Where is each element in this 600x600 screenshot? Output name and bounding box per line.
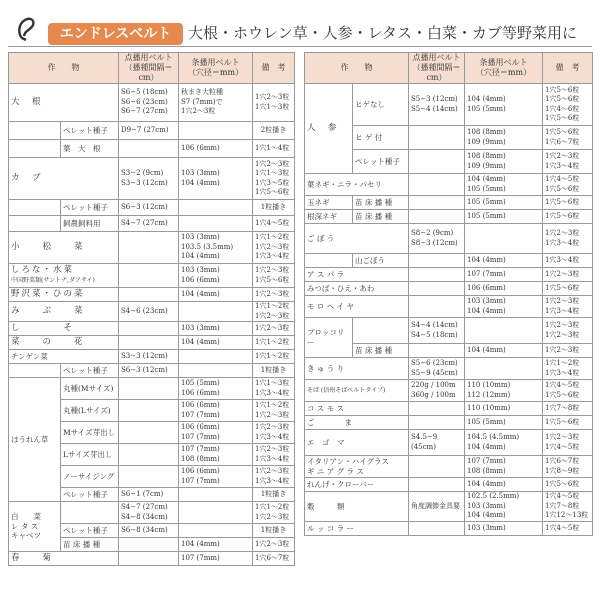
table-row	[9, 378, 295, 400]
table-row	[9, 552, 295, 566]
remarks-value: 1穴4〜5粒 1穴7〜8粒 1穴12〜13粒	[543, 492, 593, 522]
strip-belt-value: 108 (8mm) 109 (9mm)	[465, 126, 543, 150]
crop-subtype: 飼農飼料用	[61, 216, 119, 232]
crop-subtype: 山ごぼう	[353, 254, 409, 268]
point-belt-value: S6−5 (18cm) S6−6 (23cm) S6−7 (27cm)	[119, 84, 179, 122]
strip-belt-value: 105 (5mm) 106 (6mm)	[179, 378, 253, 400]
point-belt-value: 角度調節金具要	[409, 492, 465, 522]
table-row	[9, 140, 295, 158]
table-header-row	[9, 53, 295, 84]
left-crop-table	[8, 52, 295, 566]
remarks-value: 1穴5〜6粒 1穴5〜6粒 1穴4〜6粒 1穴5〜6粒	[543, 84, 593, 126]
strip-belt-value: 108 (8mm) 109 (9mm)	[465, 150, 543, 174]
table-row	[305, 268, 593, 282]
remarks-value: 1穴2〜3粒 1穴2〜3粒	[543, 318, 593, 344]
table-row	[305, 402, 593, 416]
crop-subtype: 葉 大 根	[61, 140, 119, 158]
strip-belt-value: 103 (3mm) 104 (4mm)	[465, 296, 543, 318]
col-crop-header: 作 物	[9, 53, 119, 84]
remarks-value: 1穴4〜5粒	[543, 522, 593, 536]
remarks-value: 1穴2〜3粒 1穴3〜4粒	[543, 150, 593, 174]
crop-subtype: ノーサイジング	[61, 466, 119, 488]
strip-belt-value: 107 (7mm) 108 (8mm)	[465, 456, 543, 478]
crop-subtype: ヒゲなし	[353, 84, 409, 126]
strip-belt-value: 107 (7mm) 108 (8mm)	[179, 444, 253, 466]
crop-name: 葉ネギ・ニラ・パセリ	[305, 174, 409, 196]
strip-belt-value: 103 (3mm)	[179, 322, 253, 336]
strip-belt-value: 103 (3mm) 106 (6mm)	[179, 264, 253, 288]
remarks-value: 1粒播き	[253, 364, 295, 378]
remarks-value: 1穴5〜6粒 1穴6〜7粒	[543, 126, 593, 150]
point-belt-value: S8−2 (9cm) S8−3 (12cm)	[409, 224, 465, 254]
table-row	[305, 380, 593, 402]
strip-belt-value: 105 (5mm)	[465, 196, 543, 210]
remarks-value: 1穴5〜6粒	[543, 196, 593, 210]
table-row	[9, 302, 295, 322]
point-belt-value: S6−1 (7cm)	[119, 488, 179, 502]
point-belt-value: S3−2 (9cm) S3−3 (12cm)	[119, 158, 179, 200]
strip-belt-value: 104 (4mm)	[465, 478, 543, 492]
strip-belt-value: 110 (10mm) 112 (12mm)	[465, 380, 543, 402]
crop-name: 白 菜 レ タ ス キャベツ	[9, 502, 61, 552]
crop-subtype: ペレット種子	[61, 524, 119, 538]
strip-belt-value: 107 (7mm)	[465, 268, 543, 282]
remarks-value: 1穴5〜6粒	[543, 282, 593, 296]
strip-belt-value: 104 (4mm)	[465, 344, 543, 358]
remarks-value: 1穴4〜5粒	[253, 216, 295, 232]
table-row	[305, 210, 593, 224]
remarks-value: 1穴1〜2粒 1穴3〜4粒	[543, 358, 593, 380]
col-strip-header: 条播用ベルト （穴径＝mm）	[465, 53, 543, 84]
strip-belt-value: 秋まき大粒種 S7 (7mm)で 1穴2〜3粒	[179, 84, 253, 122]
crop-name: カ ブ	[9, 158, 119, 200]
remarks-value: 1穴2〜3粒 1穴3〜4粒	[253, 466, 295, 488]
crop-name: 玉ネギ	[305, 196, 353, 210]
remarks-value: 1穴1〜3粒 1穴3〜4粒	[253, 378, 295, 400]
remarks-value: 1穴2〜3粒 1穴4〜5粒	[543, 430, 593, 456]
crop-subtype: ペレット種子	[61, 488, 119, 502]
remarks-value: 1穴1〜2粒 1穴2〜3粒	[253, 400, 295, 422]
crop-name: 大 根	[9, 84, 119, 122]
strip-belt-value: 106 (6mm) 107 (7mm)	[179, 400, 253, 422]
remarks-value: 1穴2〜3粒	[543, 344, 593, 358]
table-row	[305, 522, 593, 536]
remarks-value: 1穴1〜4粒	[253, 140, 295, 158]
table-header-row	[305, 53, 593, 84]
strip-belt-value: 104 (4mm) 105 (5mm)	[465, 174, 543, 196]
strip-belt-value: 104 (4mm) 105 (5mm)	[465, 84, 543, 126]
table-row	[305, 84, 593, 126]
crop-name: し そ	[9, 322, 119, 336]
remarks-value: 1穴6〜7粒 1穴8〜9粒	[543, 456, 593, 478]
header-divider	[8, 46, 592, 47]
crop-subtype: ヒ ゲ 付	[353, 126, 409, 150]
crop-label: しろな・水菜	[11, 265, 75, 275]
remarks-value: 1穴1〜2粒	[253, 350, 295, 364]
crop-name: 穀 類	[305, 492, 409, 522]
remarks-value: 1穴2〜3粒 1穴3〜4粒	[253, 422, 295, 444]
table-row	[9, 216, 295, 232]
crop-name: イタリアン・ハイグラス ギ ニ ア グ ラ ス	[305, 456, 409, 478]
table-row	[305, 174, 593, 196]
col-point-header: 点播用ベルト （播種間隔＝cm）	[409, 53, 465, 84]
crop-name: ご ま	[305, 416, 409, 430]
table-row	[305, 430, 593, 456]
crop-name: 人 参	[305, 84, 353, 174]
crop-subtype: 丸種(Mサイズ)	[61, 378, 119, 400]
table-row	[305, 478, 593, 492]
strip-belt-value: 102.5 (2.5mm) 103 (3mm) 104 (4mm)	[465, 492, 543, 522]
remarks-value: 1穴2〜3粒 1穴3〜4粒	[543, 224, 593, 254]
strip-belt-value: 106 (6mm)	[179, 140, 253, 158]
strip-belt-value: 107 (7mm)	[179, 552, 253, 566]
page-subtitle: 大根・ホウレン草・人参・レタス・白菜・カブ等野菜用に	[188, 24, 578, 42]
page-header	[8, 8, 592, 48]
table-row	[9, 232, 295, 264]
strip-belt-value: 103 (3mm)	[465, 522, 543, 536]
table-row	[9, 502, 295, 524]
point-belt-value: 220g / 100m 360g / 100m	[409, 380, 465, 402]
crop-name: み ぶ 菜	[9, 302, 119, 322]
remarks-value: 1粒播き	[253, 524, 295, 538]
point-belt-value: S5−6 (23cm) S5−9 (45cm)	[409, 358, 465, 380]
table-row	[305, 456, 593, 478]
strip-belt-value: 110 (10mm)	[465, 402, 543, 416]
crop-name: エ ゴ マ	[305, 430, 409, 456]
point-belt-value: S4−7 (27cm)	[119, 216, 179, 232]
strip-belt-value: 106 (6mm)	[465, 282, 543, 296]
table-row	[305, 196, 593, 210]
remarks-value: 1穴2〜3粒 1穴1〜3粒 1穴3〜5粒 1穴5〜6粒	[253, 158, 295, 200]
crop-subtype: ペレット種子	[353, 150, 409, 174]
crop-name: コ ス モ ス	[305, 402, 409, 416]
strip-belt-value: 106 (6mm) 107 (7mm)	[179, 466, 253, 488]
remarks-value: 1穴5〜6粒	[543, 478, 593, 492]
strip-belt-value: 104 (4mm)	[179, 336, 253, 350]
remarks-value: 1穴1〜2粒 1穴2〜3粒	[253, 502, 295, 524]
point-belt-value: S4−7 (27cm) S4−8 (34cm)	[119, 502, 179, 524]
category-badge: エンドレスベルト	[48, 23, 183, 45]
remarks-value: 1穴2〜3粒	[253, 322, 295, 336]
remarks-value: 1穴5〜6粒	[543, 210, 593, 224]
remarks-value: 1粒播き	[253, 488, 295, 502]
crop-name: ブロッコリー	[305, 318, 353, 358]
strip-belt-value: 103 (3mm) 104 (4mm)	[179, 158, 253, 200]
crop-name: 野沢菜・ひの菜	[9, 288, 119, 302]
point-belt-value: S4.5−9 (45cm)	[409, 430, 465, 456]
right-crop-table	[304, 52, 593, 536]
strip-belt-value: 103 (3mm) 103.5 (3.5mm) 104 (4mm)	[179, 232, 253, 264]
table-row	[9, 364, 295, 378]
crop-subtype: ペレット種子	[61, 200, 119, 216]
remarks-value: 1穴1〜2粒 1穴2〜3粒 1穴3〜4粒	[253, 232, 295, 264]
crop-name: ル ッ コ ラ ー	[305, 522, 409, 536]
point-belt-value: S4−4 (14cm) S4−5 (18cm)	[409, 318, 465, 344]
strip-belt-value: 106 (6mm) 107 (7mm)	[179, 422, 253, 444]
remarks-value: 1穴2〜3粒 1穴3〜4粒	[253, 444, 295, 466]
table-row	[9, 288, 295, 302]
remarks-value: 1穴4〜5粒 1穴5〜6粒	[543, 174, 593, 196]
crop-subtype: 苗 床 播 種	[353, 210, 409, 224]
crop-name: 菜 の 花	[9, 336, 119, 350]
crop-name: 根深ネギ	[305, 210, 353, 224]
table-row	[305, 296, 593, 318]
crop-subtype: Lサイズ芽出し	[61, 444, 119, 466]
col-remarks-header: 備 考	[253, 53, 295, 84]
point-belt-value: S3−3 (12cm)	[119, 350, 179, 364]
crop-note: 中国野菜類(サントナ,ダアサイ)	[11, 276, 95, 284]
table-row	[305, 358, 593, 380]
point-belt-value: S5−3 (12cm) S5−4 (14cm)	[409, 84, 465, 126]
point-belt-value: S6−3 (12cm)	[119, 200, 179, 216]
crop-subtype: ペレット種子	[61, 122, 119, 140]
col-point-header: 点播用ベルト （播種間隔＝cm）	[119, 53, 179, 84]
crop-subtype: 苗 床 播 種	[353, 196, 409, 210]
table-row	[9, 264, 295, 288]
remarks-value: 1穴3〜4粒	[543, 254, 593, 268]
remarks-value: 1穴2〜3粒 1穴1〜3粒	[253, 84, 295, 122]
crop-subtype: 丸種(Lサイズ)	[61, 400, 119, 422]
table-row	[305, 224, 593, 254]
table-row	[305, 282, 593, 296]
remarks-value: 1穴1〜2粒	[253, 336, 295, 350]
strip-belt-value: 104 (4mm)	[465, 254, 543, 268]
strip-belt-value: 105 (5mm)	[465, 210, 543, 224]
crop-name: みつば・ひえ・あわ	[305, 282, 409, 296]
remarks-value: 2粒播き	[253, 122, 295, 140]
table-row	[305, 492, 593, 522]
col-strip-header: 条播用ベルト （穴径＝mm）	[179, 53, 253, 84]
point-belt-value: S4−6 (23cm)	[119, 302, 179, 322]
crop-name: れんげ・クローバー	[305, 478, 409, 492]
remarks-value: 1穴2〜3粒	[253, 538, 295, 552]
crop-name: き ゅ う り	[305, 358, 409, 380]
strip-belt-value: 105 (5mm)	[465, 416, 543, 430]
table-row	[305, 416, 593, 430]
table-row	[9, 122, 295, 140]
remarks-value: 1穴4〜5粒 1穴5〜6粒	[543, 380, 593, 402]
crop-subtype: 苗 床 播 種	[61, 538, 119, 552]
crop-name: チンゲン菜	[9, 350, 119, 364]
crop-name: モ ロ ヘ イ ヤ	[305, 296, 409, 318]
table-row	[9, 322, 295, 336]
crop-name: 春 菊	[9, 552, 119, 566]
remarks-value: 1穴1〜2粒 1穴2〜3粒	[253, 302, 295, 322]
remarks-value: 1穴5〜6粒	[543, 416, 593, 430]
remarks-value: 1穴2〜3粒	[543, 268, 593, 282]
table-row	[305, 254, 593, 268]
remarks-value: 1穴2〜3粒	[253, 288, 295, 302]
crop-name: 小 松 菜	[9, 232, 119, 264]
remarks-value: 1穴7〜8粒	[543, 402, 593, 416]
table-row	[9, 158, 295, 200]
table-row	[9, 200, 295, 216]
crop-subtype: Mサイズ芽出し	[61, 422, 119, 444]
strip-belt-value: 104 (4mm)	[179, 538, 253, 552]
point-belt-value: D9−7 (27cm)	[119, 122, 179, 140]
belt-loop-icon	[16, 16, 38, 42]
col-remarks-header: 備 考	[543, 53, 593, 84]
crop-name: ほうれん草	[9, 378, 61, 502]
crop-name: ご ぼ う	[305, 224, 409, 254]
strip-belt-value: 104 (4mm)	[179, 288, 253, 302]
point-belt-value: S6−3 (12cm)	[119, 364, 179, 378]
table-row	[9, 350, 295, 364]
col-crop-header: 作 物	[305, 53, 409, 84]
remarks-value: 1穴2〜3粒 1穴5〜6粒	[253, 264, 295, 288]
crop-name	[9, 264, 119, 288]
table-row	[9, 336, 295, 350]
table-row	[9, 84, 295, 122]
crop-name: ア ス パ ラ	[305, 268, 409, 282]
strip-belt-value: 104.5 (4.5mm) 104 (4mm)	[465, 430, 543, 456]
crop-name: そば (信州そばベルトタイプ)	[305, 380, 409, 402]
table-row	[305, 318, 593, 344]
crop-subtype: 苗 床 播 種	[353, 344, 409, 358]
point-belt-value: S6−8 (34cm)	[119, 524, 179, 538]
remarks-value: 1穴6〜7粒	[253, 552, 295, 566]
remarks-value: 1穴2〜3粒 1穴3〜4粒	[543, 296, 593, 318]
crop-subtype: ペレット種子	[61, 364, 119, 378]
remarks-value: 1粒播き	[253, 200, 295, 216]
